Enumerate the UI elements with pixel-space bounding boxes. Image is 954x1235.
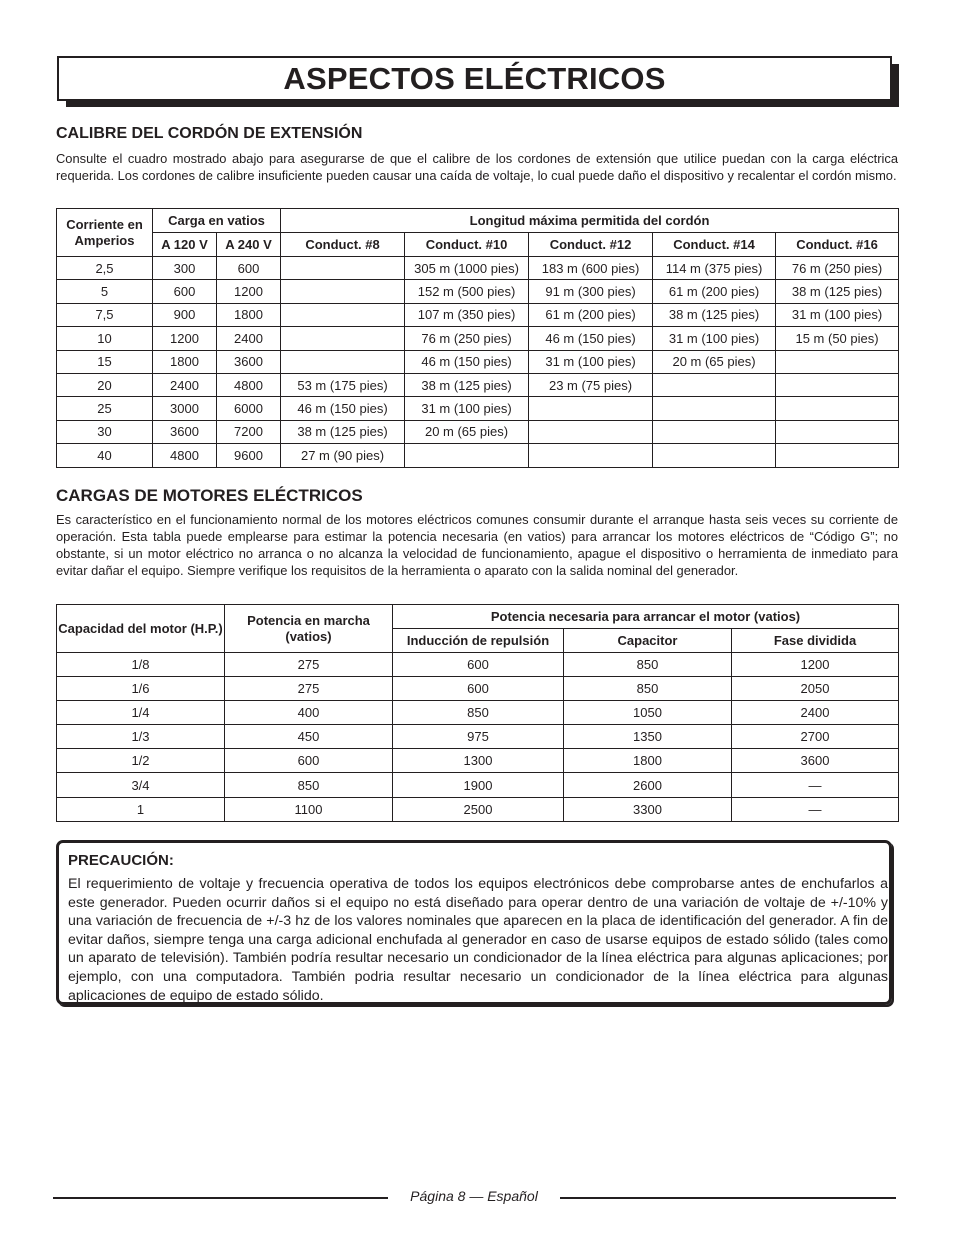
table-cell: 25: [57, 397, 153, 420]
table-cell: 3600: [732, 749, 899, 773]
table-cell: 850: [225, 773, 393, 797]
table-cell: 31 m (100 pies): [653, 327, 776, 350]
table-row: [57, 327, 899, 350]
motor-load-table: [56, 604, 899, 822]
table-row: [57, 420, 899, 443]
extension-cord-table: [56, 208, 899, 468]
table-cell: 400: [225, 701, 393, 725]
table-cell: 305 m (1000 pies): [405, 257, 529, 280]
table-cell: 53 m (175 pies): [281, 373, 405, 396]
table-cell: [405, 444, 529, 467]
table-cell: 1/2: [57, 749, 225, 773]
section-paragraph-extension-cord: Consulte el cuadro mostrado abajo para asegurarse de que el calibre de los cordones de extensión que utilice puedan con la carga eléctrica requerida. Los cordones de calibre insuficiente pueden causar una caída de voltaje, lo cual puede daño el dispositivo y recalentar el cordón mismo.: [56, 151, 898, 183]
table-cell: 7,5: [57, 303, 153, 326]
table-cell: 1/3: [57, 725, 225, 749]
table-cell: 1/6: [57, 677, 225, 701]
table-cell: 300: [153, 257, 217, 280]
table-cell: [281, 350, 405, 373]
table-cell: 107 m (350 pies): [405, 303, 529, 326]
table-cell: 4800: [217, 373, 281, 396]
table-cell: 1350: [564, 725, 732, 749]
table-cell: [776, 350, 899, 373]
table-cell: 183 m (600 pies): [529, 257, 653, 280]
section-heading-motor-loads: CARGAS DE MOTORES ELÉCTRICOS: [56, 486, 363, 505]
table-row: [57, 373, 899, 396]
table-row: [57, 303, 899, 326]
caution-text: El requerimiento de voltaje y frecuencia operativa de todos los equipos electrónicos debe comprobarse antes de enchufarlos a este generador. Pueden ocurrir daños si el equipo no está diseñado para operar dentro de una variación de voltaje de +/-10% y una variación de frecuencia de +/-3 hz de los valores nominales que aparecen en la placa de identificación del generador. A fin de evitar daños, siempre tenga una carga adicional enchufada al generador en caso de usarse equipos de estado sólido (tales como un aparato de televisión). También podría resultar necesario un condicionador de la línea eléctrica para algunas aplicaciones; por ejemplo, con una computadora. También podria resultar necesario un condicionador de la línea eléctrica para algunas aplicaciones de equipo de estado sólido.: [68, 876, 888, 1004]
table-cell: 450: [225, 725, 393, 749]
table-cell: [776, 444, 899, 467]
table-cell: 850: [564, 653, 732, 677]
table-subheader: Conduct. #12: [529, 233, 653, 257]
table-cell: 1900: [393, 773, 564, 797]
title-banner: [57, 56, 892, 101]
table-cell: 4800: [153, 444, 217, 467]
table-subheader: Conduct. #10: [405, 233, 529, 257]
table-cell: —: [732, 797, 899, 821]
table-cell: 600: [393, 653, 564, 677]
table-cell: 600: [393, 677, 564, 701]
table-cell: 76 m (250 pies): [405, 327, 529, 350]
table-cell: 1200: [732, 653, 899, 677]
section-paragraph-motor-loads: Es característico en el funcionamiento normal de los motores eléctricos comunes consumir durante el arranque hasta seis veces su corriente de operación. Esta tabla puede emplearse para estimar la potencia necesaria (en vatios) para arrancar los motores eléctricos de “Código G”; no obstante, si un motor eléctrico no arranca o no alcanza la velocidad de funcionamiento, apague el dispositivo o herramienta de inmediato para evitar dañar el equipo. Siempre verifique los requisitos de la herramienta o aparato con la salida nominal del generador.: [56, 512, 898, 578]
table-cell: 600: [217, 257, 281, 280]
table-cell: 3600: [153, 420, 217, 443]
table-cell: 91 m (300 pies): [529, 280, 653, 303]
table-cell: 114 m (375 pies): [653, 257, 776, 280]
table-row: [57, 701, 899, 725]
table-cell: 31 m (100 pies): [776, 303, 899, 326]
table-header: Capacidad del motor (H.P.): [57, 605, 225, 653]
table-cell: 15: [57, 350, 153, 373]
table-subheader: Conduct. #14: [653, 233, 776, 257]
page-number: Página 8 — Español: [410, 1188, 538, 1204]
table-cell: [529, 397, 653, 420]
table-cell: 900: [153, 303, 217, 326]
table-cell: 1100: [225, 797, 393, 821]
table-row: [57, 773, 899, 797]
table-subheader: Fase dividida: [732, 629, 899, 653]
table-cell: 23 m (75 pies): [529, 373, 653, 396]
table-cell: 15 m (50 pies): [776, 327, 899, 350]
table-row: [57, 257, 899, 280]
page-title: ASPECTOS ELÉCTRICOS: [283, 61, 666, 96]
table-cell: [776, 373, 899, 396]
table-cell: 30: [57, 420, 153, 443]
table-cell: 46 m (150 pies): [529, 327, 653, 350]
table-header: Carga en vatios: [153, 209, 281, 233]
table-cell: 975: [393, 725, 564, 749]
table-cell: 1300: [393, 749, 564, 773]
table-cell: [281, 257, 405, 280]
table-cell: 7200: [217, 420, 281, 443]
table-cell: [653, 373, 776, 396]
table-cell: [653, 420, 776, 443]
table-cell: 20 m (65 pies): [405, 420, 529, 443]
table-cell: 1: [57, 797, 225, 821]
table-row: [57, 797, 899, 821]
table-header: Longitud máxima permitida del cordón: [281, 209, 899, 233]
table-cell: 27 m (90 pies): [281, 444, 405, 467]
table-cell: 40: [57, 444, 153, 467]
table-cell: 9600: [217, 444, 281, 467]
table-cell: 46 m (150 pies): [405, 350, 529, 373]
table-cell: 38 m (125 pies): [405, 373, 529, 396]
table-cell: 3000: [153, 397, 217, 420]
table-cell: 2,5: [57, 257, 153, 280]
table-cell: 2500: [393, 797, 564, 821]
footer-rule-right: [560, 1197, 896, 1199]
table-cell: 2400: [732, 701, 899, 725]
table-cell: 1200: [153, 327, 217, 350]
table-row: [57, 350, 899, 373]
table-cell: [529, 420, 653, 443]
table-cell: 5: [57, 280, 153, 303]
table-cell: 1200: [217, 280, 281, 303]
table-cell: 31 m (100 pies): [529, 350, 653, 373]
table-cell: 10: [57, 327, 153, 350]
table-cell: [776, 397, 899, 420]
table-subheader: Capacitor: [564, 629, 732, 653]
table-cell: 1800: [217, 303, 281, 326]
table-row: [57, 725, 899, 749]
table-cell: 1800: [564, 749, 732, 773]
table-cell: 2050: [732, 677, 899, 701]
table-cell: 20 m (65 pies): [653, 350, 776, 373]
table-row: [57, 677, 899, 701]
table-header: Potencia en marcha (vatios): [225, 605, 393, 653]
table-cell: 600: [225, 749, 393, 773]
table-cell: 38 m (125 pies): [776, 280, 899, 303]
table-header: Potencia necesaria para arrancar el motor (vatios): [393, 605, 899, 629]
table-subheader: Conduct. #8: [281, 233, 405, 257]
table-subheader: Inducción de repulsión: [393, 629, 564, 653]
table-cell: 850: [393, 701, 564, 725]
table-cell: [776, 420, 899, 443]
caution-heading: PRECAUCIÓN:: [68, 852, 174, 869]
table-cell: 6000: [217, 397, 281, 420]
table-cell: [653, 397, 776, 420]
table-cell: 38 m (125 pies): [653, 303, 776, 326]
table-cell: 76 m (250 pies): [776, 257, 899, 280]
table-cell: 20: [57, 373, 153, 396]
table-row: [57, 653, 899, 677]
table-cell: 3/4: [57, 773, 225, 797]
table-cell: 38 m (125 pies): [281, 420, 405, 443]
table-cell: 2400: [217, 327, 281, 350]
table-cell: 152 m (500 pies): [405, 280, 529, 303]
table-cell: 2700: [732, 725, 899, 749]
table-cell: [281, 280, 405, 303]
table-cell: [529, 444, 653, 467]
table-subheader: Conduct. #16: [776, 233, 899, 257]
table-cell: 2600: [564, 773, 732, 797]
table-cell: 31 m (100 pies): [405, 397, 529, 420]
table-cell: 3300: [564, 797, 732, 821]
caution-box: [56, 840, 892, 1005]
table-cell: 1800: [153, 350, 217, 373]
table-row: [57, 749, 899, 773]
table-row: [57, 444, 899, 467]
table-cell: [281, 303, 405, 326]
table-cell: 2400: [153, 373, 217, 396]
section-heading-extension-cord: CALIBRE DEL CORDÓN DE EXTENSIÓN: [56, 125, 363, 142]
table-cell: 3600: [217, 350, 281, 373]
motor-load-table-body: [57, 653, 899, 822]
table-row: [57, 280, 899, 303]
table-row: [57, 397, 899, 420]
table-cell: 46 m (150 pies): [281, 397, 405, 420]
extension-cord-table-body: [57, 257, 899, 468]
table-subheader: A 240 V: [217, 233, 281, 257]
table-cell: [653, 444, 776, 467]
table-cell: 1050: [564, 701, 732, 725]
table-cell: 61 m (200 pies): [529, 303, 653, 326]
table-cell: —: [732, 773, 899, 797]
table-cell: 600: [153, 280, 217, 303]
table-cell: 61 m (200 pies): [653, 280, 776, 303]
table-cell: 275: [225, 653, 393, 677]
table-cell: 850: [564, 677, 732, 701]
table-cell: 275: [225, 677, 393, 701]
footer-rule-left: [53, 1197, 388, 1199]
table-cell: [281, 327, 405, 350]
table-cell: 1/8: [57, 653, 225, 677]
table-subheader: A 120 V: [153, 233, 217, 257]
table-cell: 1/4: [57, 701, 225, 725]
table-header: Corriente en Amperios: [57, 209, 153, 257]
